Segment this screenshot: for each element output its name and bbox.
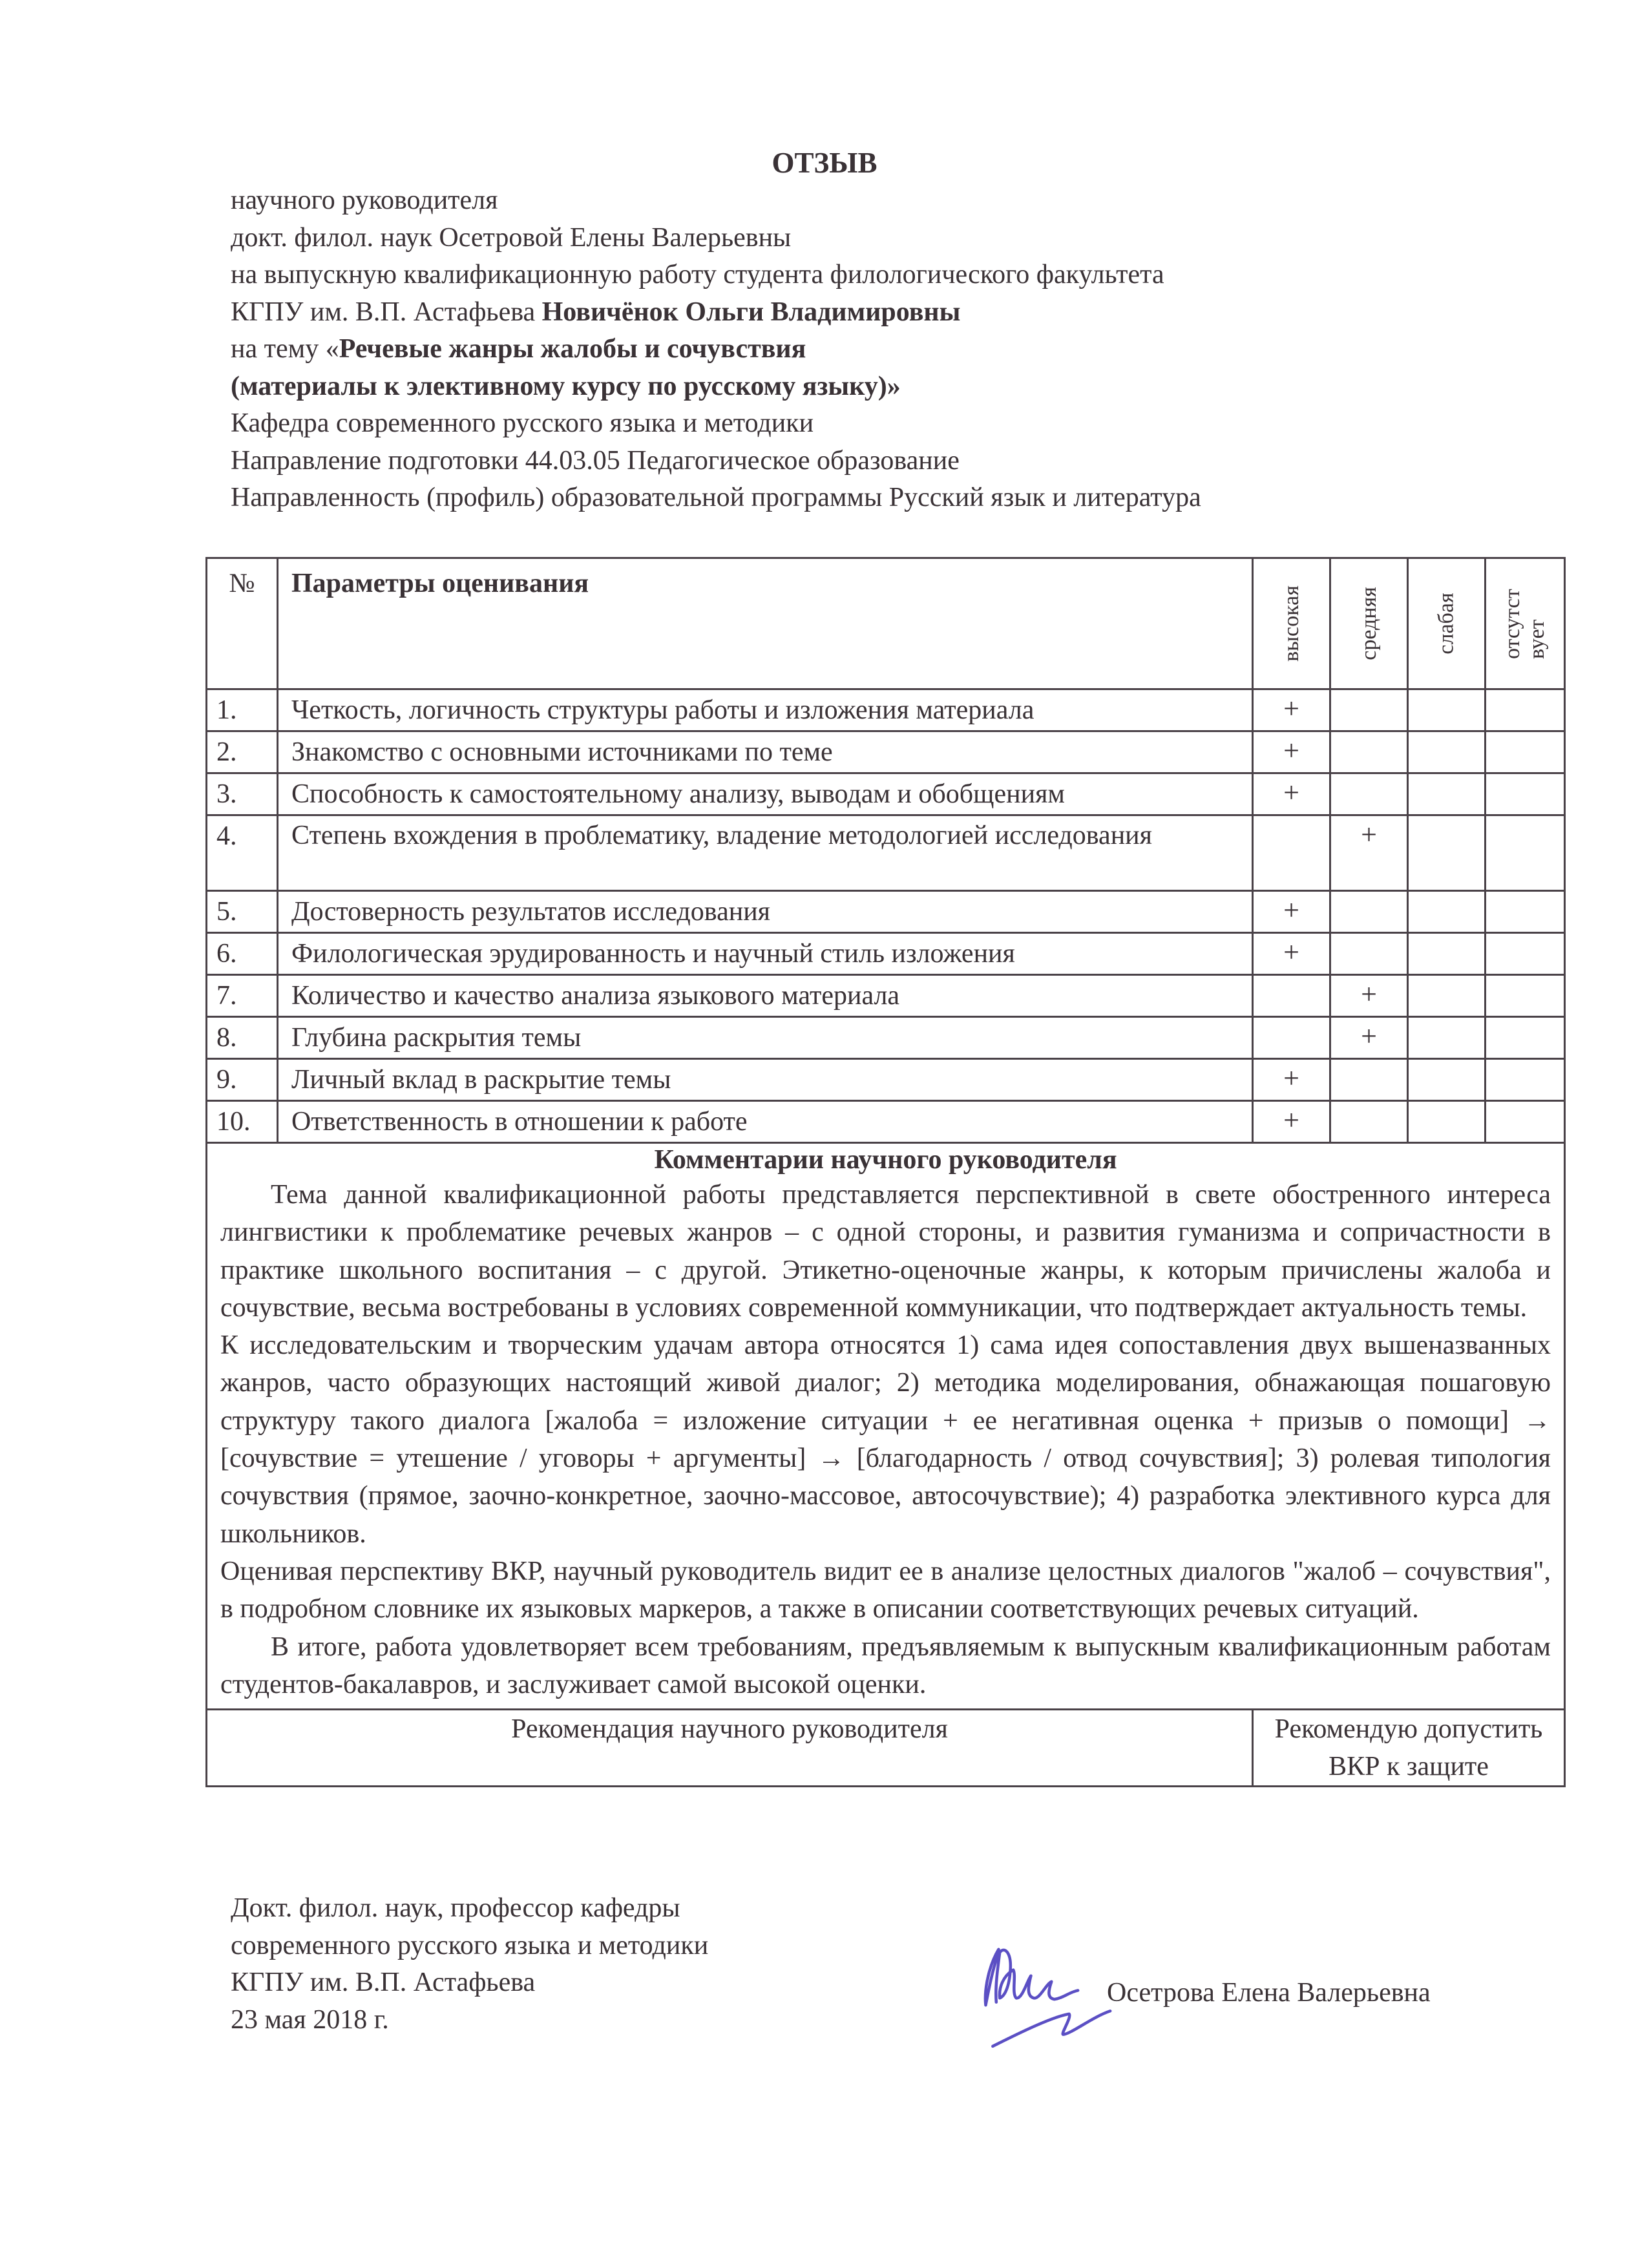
comments-body bbox=[220, 1176, 1551, 1703]
row-parameter: Достоверность результатов исследования bbox=[278, 891, 1253, 933]
recommendation-row bbox=[207, 1710, 1565, 1787]
signature bbox=[937, 1929, 1131, 2058]
column-header-high bbox=[1253, 558, 1330, 689]
rating-cell bbox=[1330, 933, 1408, 975]
rating-cell bbox=[1486, 773, 1565, 815]
rating-cell bbox=[1330, 1059, 1408, 1101]
rating-cell bbox=[1253, 1017, 1330, 1059]
rating-mark: + bbox=[1283, 735, 1299, 766]
header-line-text: Кафедра современного русского языка и методики bbox=[231, 408, 814, 438]
evaluation-table bbox=[205, 557, 1566, 1787]
signer-credentials bbox=[231, 1890, 708, 2039]
column-header-absent bbox=[1486, 558, 1565, 689]
rating-cell bbox=[1486, 1059, 1565, 1101]
rating-mark: + bbox=[1283, 1104, 1299, 1136]
rating-cell bbox=[1486, 731, 1565, 773]
rating-cell bbox=[1253, 731, 1330, 773]
header-line bbox=[231, 443, 1588, 480]
signature-date: 23 мая 2018 г. bbox=[231, 2004, 389, 2035]
rating-cell bbox=[1408, 933, 1486, 975]
recommendation-label: Рекомендация научного руководителя bbox=[207, 1710, 1253, 1787]
rating-cell bbox=[1408, 1059, 1486, 1101]
signer-credential-line: современного русского языка и методики bbox=[231, 1930, 709, 1960]
rating-cell bbox=[1253, 1059, 1330, 1101]
column-header-high-label: высокая bbox=[1279, 585, 1303, 662]
table-row bbox=[207, 891, 1565, 933]
header-line-text: КГПУ им. В.П. Астафьева bbox=[231, 297, 542, 327]
rating-cell bbox=[1253, 975, 1330, 1017]
row-number: 9. bbox=[207, 1059, 278, 1101]
row-number: 5. bbox=[207, 891, 278, 933]
row-parameter: Способность к самостоятельному анализу, выводам и обобщениям bbox=[278, 773, 1253, 815]
rating-mark: + bbox=[1283, 1062, 1299, 1094]
row-parameter: Ответственность в отношении к работе bbox=[278, 1101, 1253, 1143]
rating-mark: + bbox=[1283, 777, 1299, 808]
rating-mark: + bbox=[1361, 819, 1377, 850]
header-line bbox=[231, 294, 1588, 331]
header-line-text: на тему « bbox=[231, 334, 339, 364]
rating-cell bbox=[1330, 1101, 1408, 1143]
table-row bbox=[207, 933, 1565, 975]
row-number: 3. bbox=[207, 773, 278, 815]
table-row bbox=[207, 1059, 1565, 1101]
row-parameter: Филологическая эрудированность и научный стиль изложения bbox=[278, 933, 1253, 975]
rating-cell bbox=[1253, 773, 1330, 815]
rating-cell bbox=[1486, 689, 1565, 731]
rating-mark: + bbox=[1283, 693, 1299, 724]
rating-mark: + bbox=[1283, 894, 1299, 926]
rating-cell bbox=[1330, 689, 1408, 731]
rating-cell bbox=[1486, 891, 1565, 933]
header-line bbox=[231, 331, 1588, 368]
rating-cell bbox=[1486, 933, 1565, 975]
table-row bbox=[207, 689, 1565, 731]
table-row bbox=[207, 815, 1565, 891]
rating-cell bbox=[1408, 815, 1486, 891]
row-number: 4. bbox=[207, 815, 278, 891]
header-line bbox=[231, 405, 1588, 443]
header-line bbox=[231, 257, 1588, 294]
rating-cell bbox=[1330, 773, 1408, 815]
signer-name: Осетрова Елена Валерьевна bbox=[1107, 1978, 1431, 2008]
column-header-parameters: Параметры оценивания bbox=[278, 558, 1253, 689]
column-header-medium-label: средняя bbox=[1356, 587, 1381, 660]
document-header bbox=[231, 182, 1588, 517]
rating-cell bbox=[1408, 1101, 1486, 1143]
rating-cell bbox=[1253, 933, 1330, 975]
row-number: 8. bbox=[207, 1017, 278, 1059]
table-header-row bbox=[207, 558, 1565, 689]
rating-cell bbox=[1330, 815, 1408, 891]
comment-paragraph: В итоге, работа удовлетворяет всем требованиям, предъявляемым к выпускным квалификационным работам студентов-бакалавров, и заслуживает самой высокой оценки. bbox=[220, 1632, 1551, 1699]
table-row bbox=[207, 1101, 1565, 1143]
rating-cell bbox=[1486, 975, 1565, 1017]
table-row bbox=[207, 1017, 1565, 1059]
rating-cell bbox=[1253, 891, 1330, 933]
comments-row bbox=[207, 1143, 1565, 1710]
header-line-text: на выпускную квалификационную работу студента филологического факультета bbox=[231, 260, 1164, 289]
row-parameter: Личный вклад в раскрытие темы bbox=[278, 1059, 1253, 1101]
rating-cell bbox=[1408, 975, 1486, 1017]
row-parameter: Знакомство с основными источниками по теме bbox=[278, 731, 1253, 773]
supervisor-comments bbox=[207, 1143, 1565, 1710]
row-number: 6. bbox=[207, 933, 278, 975]
rating-cell bbox=[1486, 1101, 1565, 1143]
row-number: 2. bbox=[207, 731, 278, 773]
table-row bbox=[207, 773, 1565, 815]
header-line-text: Направление подготовки 44.03.05 Педагогическое образование bbox=[231, 445, 960, 476]
table-row bbox=[207, 975, 1565, 1017]
comment-paragraph: Оценивая перспективу ВКР, научный руководитель видит ее в анализе целостных диалогов "жалоб – сочувствия", в подробном словнике их языковых маркеров, а также в описании соответствующих речевых ситуаций. bbox=[220, 1556, 1551, 1624]
rating-cell bbox=[1486, 1017, 1565, 1059]
row-number: 1. bbox=[207, 689, 278, 731]
rating-cell bbox=[1408, 891, 1486, 933]
column-header-absent-label-part: вует bbox=[1525, 619, 1549, 659]
row-number: 7. bbox=[207, 975, 278, 1017]
rating-cell bbox=[1330, 731, 1408, 773]
rating-mark: + bbox=[1361, 978, 1377, 1010]
document-title: ОТЗЫВ bbox=[772, 147, 877, 179]
header-line-text: Направленность (профиль) образовательной программы Русский язык и литература bbox=[231, 483, 1201, 512]
header-line bbox=[231, 182, 1588, 220]
column-header-medium bbox=[1330, 558, 1408, 689]
rating-cell bbox=[1330, 975, 1408, 1017]
row-parameter: Четкость, логичность структуры работы и изложения материала bbox=[278, 689, 1253, 731]
recommendation-value: Рекомендую допустить ВКР к защите bbox=[1253, 1710, 1565, 1787]
signer-credential-line: Докт. филол. наук, профессор кафедры bbox=[231, 1893, 680, 1923]
row-parameter: Глубина раскрытия темы bbox=[278, 1017, 1253, 1059]
column-header-absent-label bbox=[1500, 588, 1549, 659]
rating-mark: + bbox=[1361, 1020, 1377, 1052]
rating-cell bbox=[1330, 891, 1408, 933]
comments-title: Комментарии научного руководителя bbox=[654, 1145, 1117, 1175]
rating-cell bbox=[1253, 1101, 1330, 1143]
rating-cell bbox=[1253, 689, 1330, 731]
column-header-weak bbox=[1408, 558, 1486, 689]
rating-cell bbox=[1330, 1017, 1408, 1059]
column-header-weak-label: слабая bbox=[1434, 593, 1458, 655]
rating-cell bbox=[1408, 731, 1486, 773]
comment-paragraph: Тема данной квалификационной работы представляется перспективной в свете обостренного интереса лингвистики к проблематике речевых жанров – с одной стороны, и развития гуманизма и сопричастности в практике школьного воспитания – с другой. Этикетно-оценочные жанры, к которым причислены жалоба и сочувствие, весьма востребованы в условиях современной коммуникации, что подтверждает актуальность темы. bbox=[220, 1180, 1551, 1323]
column-header-absent-label-part: отсутст bbox=[1500, 589, 1524, 659]
row-number: 10. bbox=[207, 1101, 278, 1143]
table-row bbox=[207, 731, 1565, 773]
row-parameter: Количество и качество анализа языкового материала bbox=[278, 975, 1253, 1017]
header-line-text: докт. филол. наук Осетровой Елены Валерьевны bbox=[231, 222, 792, 253]
rating-cell bbox=[1486, 815, 1565, 891]
header-line-bold-text: Речевые жанры жалобы и сочувствия bbox=[339, 334, 806, 364]
rating-cell bbox=[1253, 815, 1330, 891]
row-parameter: Степень вхождения в проблематику, владение методологией исследования bbox=[278, 815, 1253, 891]
header-line bbox=[231, 368, 1588, 406]
rating-cell bbox=[1408, 689, 1486, 731]
rating-mark: + bbox=[1283, 936, 1299, 968]
header-line bbox=[231, 479, 1588, 517]
header-line-text: научного руководителя bbox=[231, 185, 498, 215]
header-line-bold-text: Новичёнок Ольги Владимировны bbox=[541, 297, 961, 327]
rating-cell bbox=[1408, 1017, 1486, 1059]
header-line-bold-text: (материалы к элективному курсу по русскому языку)» bbox=[231, 371, 901, 401]
rating-cell bbox=[1408, 773, 1486, 815]
header-line bbox=[231, 220, 1588, 257]
comment-paragraph: К исследовательским и творческим удачам автора относятся 1) сама идея сопоставления двух вышеназванных жанров, часто образующих настоящий живой диалог; 2) методика моделирования, обнажающая пошаговую структуру такого диалога [жалоба = изложение ситуации + ее негативная оценка + призыв о помощи] → [сочувствие = утешение / уговоры + аргументы] → [благодарность / отвод сочувствия]; 3) ролевая типология сочувствия (прямое, заочно-конкретное, заочно-массовое, автосочувствие); 4) разработка элективного курса для школьников. bbox=[220, 1330, 1551, 1549]
signer-credential-line: КГПУ им. В.П. Астафьева bbox=[231, 1968, 536, 1997]
column-header-number: № bbox=[207, 558, 278, 689]
